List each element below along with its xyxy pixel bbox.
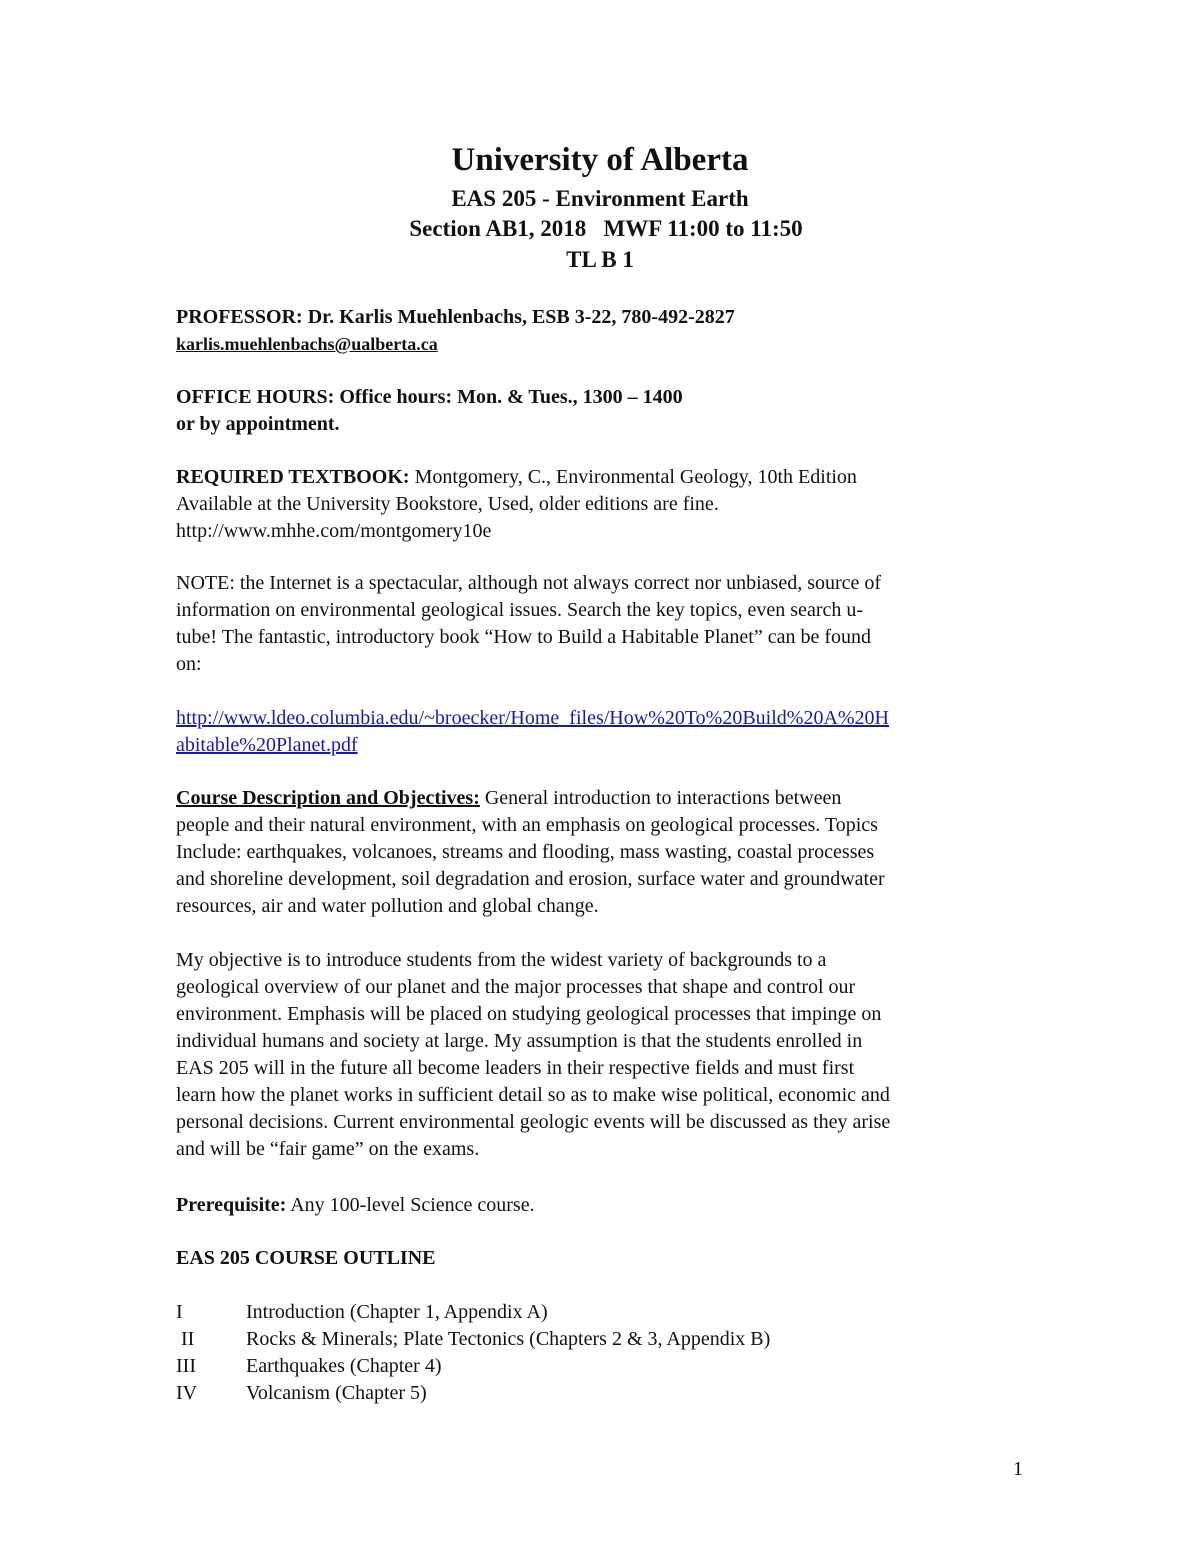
professor-details: Dr. Karlis Muehlenbachs, ESB 3-22, 780-492-2827 [307, 306, 735, 328]
outline-item-number: II [176, 1328, 195, 1350]
habitable-planet-link-part2[interactable]: abitable%20Planet.pdf [176, 734, 358, 756]
objective-line: individual humans and society at large. My assumption is that the students enrolled in [176, 1030, 863, 1052]
office-hours-label: OFFICE HOURS: [176, 386, 335, 408]
note-line: NOTE: the Internet is a spectacular, although not always correct nor unbiased, source of [176, 572, 882, 594]
course-description-line: and shoreline development, soil degradation and erosion, surface water and groundwater [176, 868, 885, 890]
textbook-url[interactable]: http://www.mhhe.com/montgomery10e [176, 520, 492, 542]
habitable-planet-link[interactable] [176, 705, 1036, 759]
office-hours-line [176, 384, 683, 411]
outline-item-text: Volcanism (Chapter 5) [246, 1382, 427, 1404]
objective-line: personal decisions. Current environmental geologic events will be discussed as they arise [176, 1111, 891, 1133]
outline-item-number: I [176, 1301, 183, 1323]
page-number: 1 [1013, 1458, 1023, 1480]
professor-line [176, 304, 735, 331]
course-outline-title: EAS 205 COURSE OUTLINE [176, 1247, 436, 1269]
office-hours-appointment: or by appointment. [176, 413, 340, 435]
course-description-first-line [176, 785, 1036, 812]
objective-line: and will be “fair game” on the exams. [176, 1138, 480, 1160]
outline-item-number: III [176, 1355, 196, 1377]
textbook-title: Montgomery, C., Environmental Geology, 10th Edition [414, 466, 857, 488]
outline-item [176, 1326, 770, 1353]
outline-item-text: Rocks & Minerals; Plate Tectonics (Chapters 2 & 3, Appendix B) [246, 1328, 771, 1350]
habitable-planet-link-part1[interactable]: http://www.ldeo.columbia.edu/~broecker/Home_files/How%20To%20Build%20A%20H [176, 707, 889, 729]
note-paragraph [176, 570, 1036, 678]
university-title: University of Alberta [451, 142, 749, 178]
textbook-availability: Available at the University Bookstore, Used, older editions are fine. [176, 493, 719, 515]
prerequisite-line [176, 1192, 535, 1219]
outline-item [176, 1299, 548, 1326]
outline-item-number: IV [176, 1382, 198, 1404]
outline-item [176, 1353, 441, 1380]
prerequisite-text: Any 100-level Science course. [286, 1194, 535, 1216]
objective-line: environment. Emphasis will be placed on studying geological processes that impinge on [176, 1003, 882, 1025]
note-line: information on environmental geological issues. Search the key topics, even search u- [176, 599, 864, 621]
prerequisite-label: Prerequisite: [176, 1194, 287, 1216]
office-hours-times: Office hours: Mon. & Tues., 1300 – 1400 [339, 386, 683, 408]
outline-item [176, 1380, 427, 1407]
outline-item-text: Earthquakes (Chapter 4) [246, 1355, 442, 1377]
course-description-line: people and their natural environment, with an emphasis on geological processes. Topics [176, 814, 878, 836]
course-description-line: Include: earthquakes, volcanoes, streams and flooding, mass wasting, coastal processes [176, 841, 875, 863]
course-description [176, 785, 1036, 920]
professor-email-line [176, 331, 438, 358]
course-description-text: General introduction to interactions between [479, 787, 842, 809]
objective-line: geological overview of our planet and the major processes that shape and control our [176, 976, 856, 998]
course-title: EAS 205 - Environment Earth [451, 186, 749, 211]
section-schedule: Section AB1, 2018 MWF 11:00 to 11:50 [409, 216, 803, 241]
outline-item-text: Introduction (Chapter 1, Appendix A) [246, 1301, 548, 1323]
note-line: tube! The fantastic, introductory book “How to Build a Habitable Planet” can be found [176, 626, 871, 648]
objective-line: learn how the planet works in sufficient detail so as to make wise political, economic and [176, 1084, 890, 1106]
objective-paragraph [176, 947, 1036, 1163]
objective-line: My objective is to introduce students from the widest variety of backgrounds to a [176, 949, 827, 971]
professor-label: PROFESSOR: [176, 306, 303, 328]
professor-email-link[interactable]: karlis.muehlenbachs@ualberta.ca [176, 334, 438, 354]
objective-line: EAS 205 will in the future all become leaders in their respective fields and must first [176, 1057, 855, 1079]
textbook-line [176, 464, 857, 491]
course-description-label: Course Description and Objectives: [176, 787, 480, 809]
textbook-label: REQUIRED TEXTBOOK: [176, 466, 410, 488]
note-line: on: [176, 653, 202, 675]
course-description-line: resources, air and water pollution and global change. [176, 895, 599, 917]
room-location: TL B 1 [566, 247, 634, 272]
